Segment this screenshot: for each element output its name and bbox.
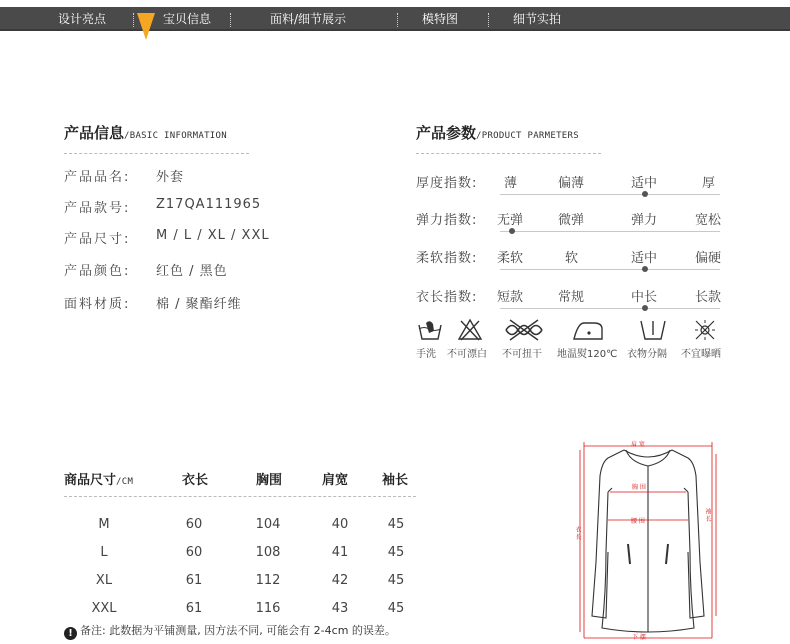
info-label: 产品品名: [64,170,131,185]
info-label: 产品颜色: [64,264,131,279]
size-value-cell: 112 [255,573,281,588]
low-iron-icon [568,317,608,343]
no-sun-icon [690,317,720,343]
param-scale-line [500,231,720,232]
product-params-title: 产品参数/PRODUCT PARMETERS [416,124,579,142]
info-value: 外套 [156,170,185,185]
param-option: 薄 [504,176,518,191]
size-value-cell: 45 [387,601,405,616]
hand-wash-icon [416,317,446,343]
param-option: 柔软 [497,251,524,266]
param-scale-line [500,194,720,195]
param-scale-line [500,269,720,270]
param-option: 弹力 [631,213,658,228]
triangle-down-icon [137,13,155,40]
size-value-cell: 45 [387,517,405,532]
param-option: 宽松 [695,213,722,228]
care-label-wash-separately: 衣物分隔 [627,349,667,360]
size-value-cell: 42 [331,573,349,588]
size-value-cell: 60 [185,545,203,560]
param-selected-dot [642,266,648,272]
size-chart-header-chest: 胸围 [256,473,283,488]
param-label: 弹力指数: [416,213,478,228]
size-value-cell: 45 [387,573,405,588]
param-option: 软 [565,251,579,266]
nav-separator [488,13,489,27]
divider [416,153,601,154]
size-value-cell: 43 [331,601,349,616]
diagram-label-shoulder: 肩 宽 [631,441,645,448]
param-option: 偏薄 [558,176,585,191]
param-selected-dot [642,191,648,197]
coat-measurement-diagram [572,432,724,644]
product-info-subtitle: /BASIC INFORMATION [124,131,227,141]
param-label: 衣长指数: [416,290,478,305]
nav-item-detail-photos[interactable]: 细节实拍 [513,12,562,26]
nav-bar [0,7,790,31]
no-bleach-icon [455,317,485,343]
nav-separator [230,13,231,27]
size-label-cell: L [100,545,108,560]
size-chart-header-size: 商品尺寸/CM [64,473,134,488]
info-label: 产品尺寸: [64,232,131,247]
param-option: 偏硬 [695,251,722,266]
param-label: 厚度指数: [416,176,478,191]
care-label-hand-wash: 手洗 [416,349,436,360]
size-label-cell: M [98,517,110,532]
size-label-cell: XL [95,573,113,588]
no-wring-icon [502,317,546,343]
size-value-cell: 40 [331,517,349,532]
size-value-cell: 41 [331,545,349,560]
size-chart-header-length: 衣长 [182,473,209,488]
care-label-no-sun: 不宜曝晒 [681,349,721,360]
product-params-subtitle: /PRODUCT PARMETERS [476,131,579,141]
exclamation-icon: ! [64,627,77,640]
size-note: ! 备注: 此数据为平铺测量, 因方法不同, 可能会有 2-4cm 的误差。 [64,622,396,640]
param-option: 中长 [631,290,658,305]
nav-item-model-photos[interactable]: 模特图 [422,12,459,26]
size-chart-header-sleeve: 袖长 [382,473,409,488]
info-value: 棉 / 聚酯纤维 [156,297,242,312]
care-label-no-wring: 不可扭干 [502,349,542,360]
size-value-cell: 108 [255,545,281,560]
nav-item-product-info[interactable]: 宝贝信息 [163,12,212,26]
param-label: 柔软指数: [416,251,478,266]
param-selected-dot [642,305,648,311]
nav-item-fabric-details[interactable]: 面料/细节展示 [270,12,347,26]
nav-separator [397,13,398,27]
size-value-cell: 61 [185,601,203,616]
size-value-cell: 61 [185,573,203,588]
diagram-label-sleeve: 袖 长 [704,508,711,522]
param-option: 无弹 [497,213,524,228]
wash-separately-icon [638,317,668,343]
size-value-cell: 104 [255,517,281,532]
size-chart-header-shoulder: 肩宽 [322,473,349,488]
nav-separator [133,13,134,27]
coat-outline [572,432,724,644]
info-value: M / L / XL / XXL [156,228,270,243]
product-info-title: 产品信息/BASIC INFORMATION [64,124,227,142]
nav-item-highlights[interactable]: 设计亮点 [58,12,107,26]
care-label-low-iron: 地温熨120℃ [557,349,618,360]
param-selected-dot [509,228,515,234]
param-option: 微弹 [558,213,585,228]
care-label-no-bleach: 不可漂白 [447,349,487,360]
param-option: 常规 [558,290,585,305]
info-value: Z17QA111965 [156,197,262,212]
info-label: 面料材质: [64,297,131,312]
param-option: 长款 [695,290,722,305]
size-value-cell: 116 [255,601,281,616]
param-scale-line [500,308,720,309]
size-value-cell: 45 [387,545,405,560]
param-option: 适中 [631,176,658,191]
param-option: 适中 [631,251,658,266]
diagram-label-length: 衣 长 [574,526,581,540]
size-label-cell: XXL [91,601,117,616]
info-value: 红色 / 黑色 [156,264,228,279]
divider [64,153,249,154]
param-option: 厚 [702,176,716,191]
info-label: 产品款号: [64,201,131,216]
diagram-label-chest: 胸 围 [632,484,646,491]
diagram-label-waist: 腰 围 [631,518,645,525]
diagram-label-hem: 下 摆 [632,634,646,641]
size-value-cell: 60 [185,517,203,532]
param-option: 短款 [497,290,524,305]
divider [64,496,416,497]
